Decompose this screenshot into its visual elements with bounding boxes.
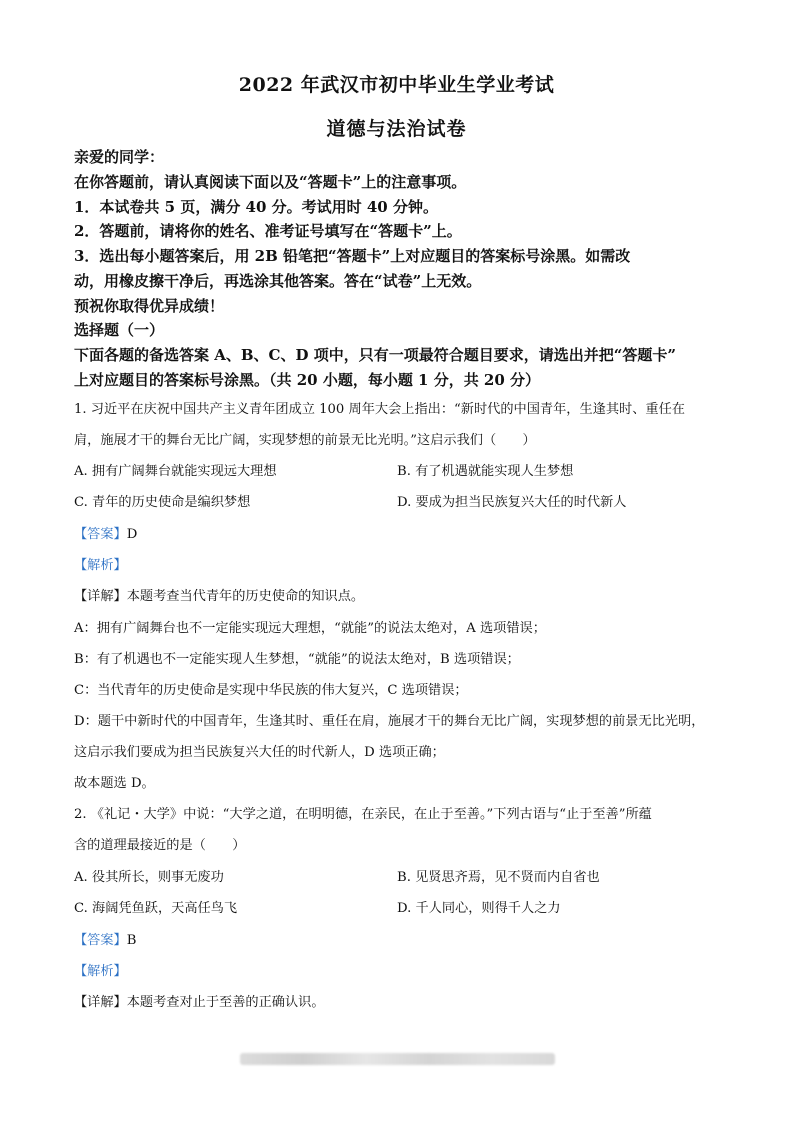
q1-answer xyxy=(74,523,137,542)
q1-analysis-tag: 【解析】 xyxy=(74,558,127,573)
q2-analysis-tag: 【解析】 xyxy=(74,964,127,979)
notice-item-1: 1．本试卷共 5 页，满分 40 分。考试用时 40 分钟。 xyxy=(74,198,438,216)
exam-subtitle: 道德与法治试卷 xyxy=(326,118,467,140)
notice-item-3-line1: 3．选出每小题答案后，用 2B 铅笔把“答题卡”上对应题目的答案标号涂黑。如需改 xyxy=(74,247,631,265)
q2-answer-value: B xyxy=(126,933,137,948)
notice-item-2: 2．答题前，请将你的姓名、准考证号填写在“答题卡”上。 xyxy=(74,222,462,240)
q1-option-a: A. 拥有广阔舞台就能实现远大理想 xyxy=(74,464,277,479)
q2-option-d: D. 千人同心，则得千人之力 xyxy=(397,901,561,916)
exam-title: 2022 年武汉市初中毕业生学业考试 xyxy=(238,74,555,96)
q1-detail-text: 本题考查当代青年的历史使命的知识点。 xyxy=(126,589,365,604)
notice-intro: 在你答题前，请认真阅读下面以及“答题卡”上的注意事项。 xyxy=(74,173,467,191)
q1-stem-line2: 肩，施展才干的舞台无比广阔，实现梦想的前景无比光明。”这启示我们（ ） xyxy=(74,433,536,448)
q1-conclusion: 故本题选 D。 xyxy=(74,776,155,791)
q2-option-c: C. 海阔凭鱼跃，天高任鸟飞 xyxy=(74,901,238,916)
q2-answer xyxy=(74,929,136,948)
q1-explain-c: C：当代青年的历史使命是实现中华民族的伟大复兴，C 选项错误； xyxy=(74,683,468,698)
q2-option-b: B. 见贤思齐焉，见不贤而内自省也 xyxy=(397,870,600,885)
section-instruction-line2: 上对应题目的答案标号涂黑。（共 20 小题，每小题 1 分，共 20 分） xyxy=(74,371,541,389)
notice-greeting: 亲爱的同学： xyxy=(74,148,165,166)
notice-item-3-line2: 动，用橡皮擦干净后，再选涂其他答案。答在“试卷”上无效。 xyxy=(74,272,482,290)
q1-explain-d-line2: 这启示我们要成为担当民族复兴大任的时代新人，D 选项正确； xyxy=(74,745,445,760)
q2-stem-line2: 含的道理最接近的是（ ） xyxy=(74,838,246,853)
blurred-footer-watermark xyxy=(240,1053,555,1065)
detail-tag: 【详解】 xyxy=(74,589,127,604)
q1-option-c: C. 青年的历史使命是编织梦想 xyxy=(74,495,251,510)
q1-explain-b: B：有了机遇也不一定能实现人生梦想，“就能”的说法太绝对，B 选项错误； xyxy=(74,652,520,667)
answer-tag: 【答案】 xyxy=(74,933,127,948)
q2-detail-text: 本题考查对止于至善的正确认识。 xyxy=(126,995,325,1010)
q2-detail xyxy=(74,991,325,1010)
q2-option-a: A. 役其所长，则事无废功 xyxy=(74,870,224,885)
q1-detail xyxy=(74,585,364,604)
notice-wish: 预祝你取得优异成绩！ xyxy=(74,297,225,315)
section-title: 选择题（一） xyxy=(74,321,165,339)
q1-option-d: D. 要成为担当民族复兴大任的时代新人 xyxy=(397,495,627,510)
q1-explain-a: A：拥有广阔舞台也不一定能实现远大理想，“就能”的说法太绝对，A 选项错误； xyxy=(74,621,546,636)
q1-stem-line1: 1. 习近平在庆祝中国共产主义青年团成立 100 周年大会上指出：“新时代的中国青年，生逢其时、重任在 xyxy=(74,402,685,417)
section-instruction-line1: 下面各题的备选答案 A、B、C、D 项中，只有一项最符合题目要求，请选出并把“答题卡” xyxy=(74,346,676,364)
detail-tag: 【详解】 xyxy=(74,995,127,1010)
q1-answer-value: D xyxy=(126,527,138,542)
q1-option-b: B. 有了机遇就能实现人生梦想 xyxy=(397,464,574,479)
q1-explain-d-line1: D：题干中新时代的中国青年，生逢其时、重任在肩，施展才干的舞台无比广阔，实现梦想的前景无比光明， xyxy=(74,714,705,729)
q2-stem-line1: 2. 《礼记・大学》中说：“大学之道，在明明德，在亲民，在止于至善。”下列古语与“止于至善”所蕴 xyxy=(74,807,652,822)
answer-tag: 【答案】 xyxy=(74,527,127,542)
